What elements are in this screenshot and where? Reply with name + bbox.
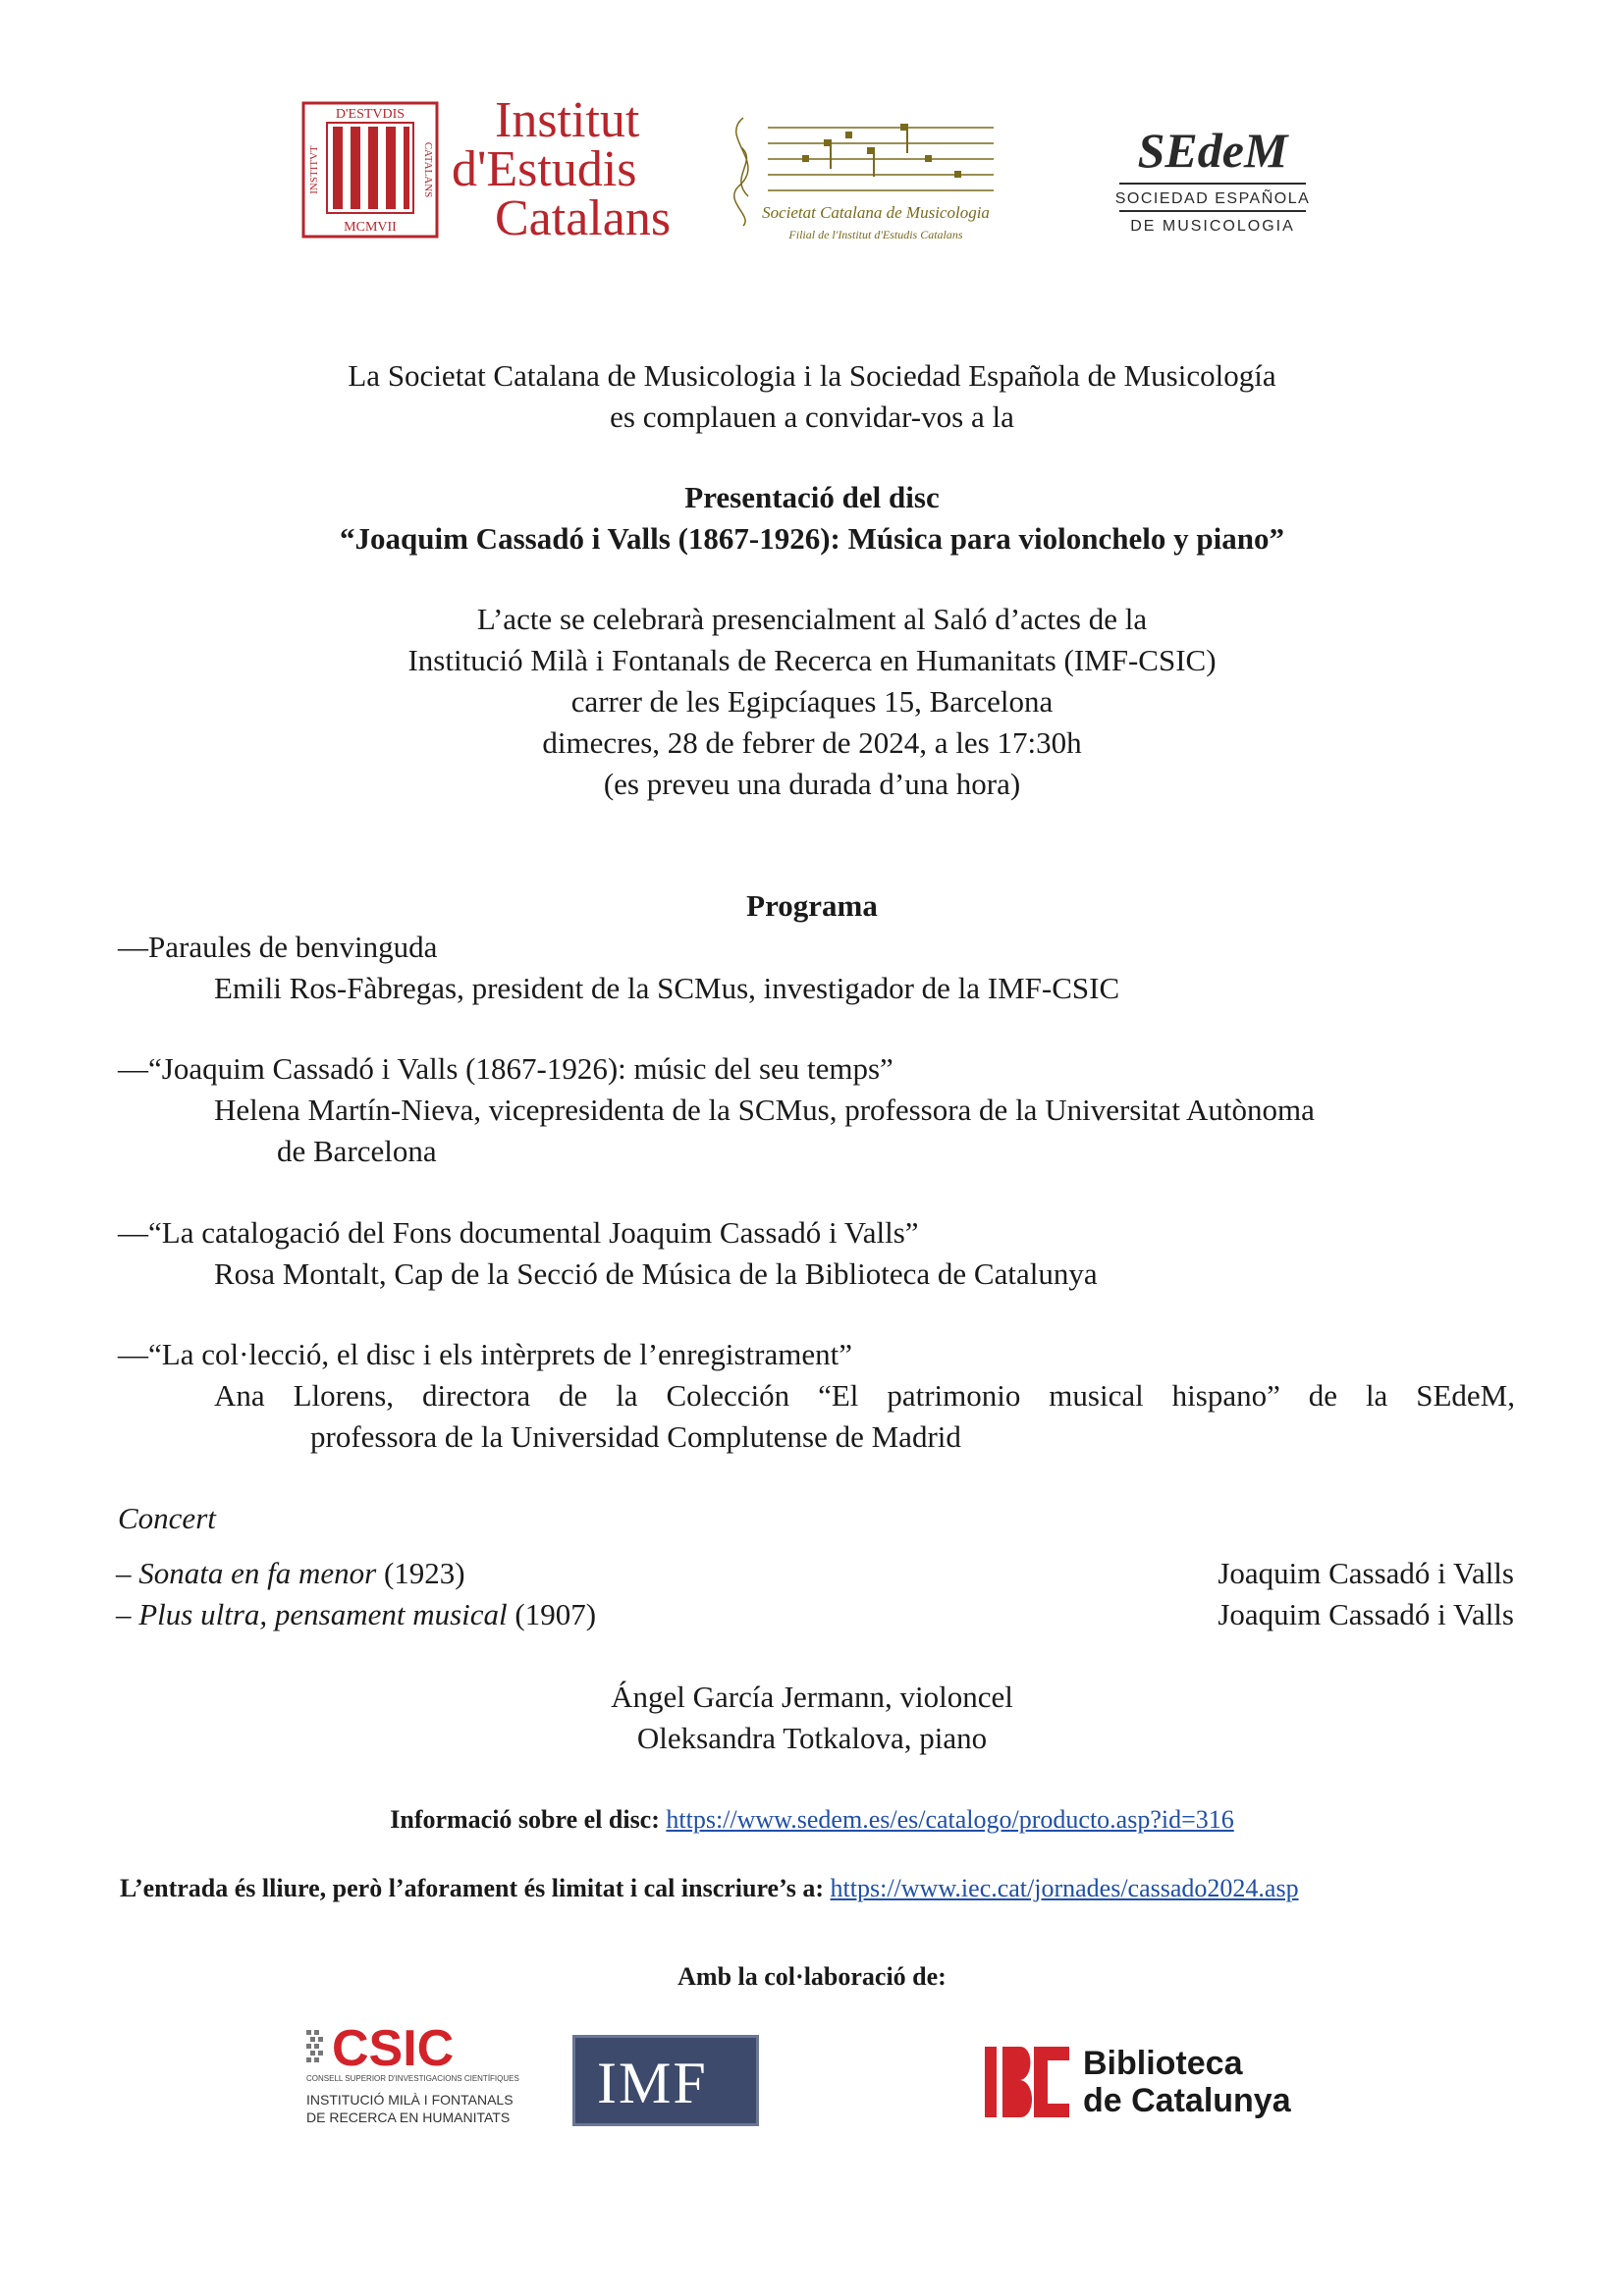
performer-cello: Ángel García Jermann, violoncel — [611, 1680, 1013, 1714]
programa-item-title: —“La catalogació del Fons documental Joaquim Cassadó i Valls” — [118, 1215, 919, 1250]
venue-line5: (es preveu una durada d’una hora) — [603, 767, 1021, 801]
intro-line1: La Societat Catalana de Musicologia i la Sociedad Española de Musicología — [348, 358, 1276, 393]
concert-piece: – Plus ultra, pensament musical (1907) — [116, 1597, 597, 1631]
programa-heading: Programa — [746, 888, 878, 923]
title-line2: “Joaquim Cassadó i Valls (1867-1926): Música para violonchelo y piano” — [340, 521, 1284, 556]
venue-line1: L’acte se celebrarà presencialment al Saló d’actes de la — [476, 602, 1148, 636]
scm-subtitle: Filial de l'Institut d'Estudis Catalans — [788, 228, 963, 241]
collab-label: Amb la col·laboració de: — [677, 1962, 947, 1991]
concert-piece: – Sonata en fa menor (1923) — [116, 1556, 465, 1590]
piece-title: Sonata en fa menor — [138, 1556, 377, 1590]
programa-item-speaker: Rosa Montalt, Cap de la Secció de Música de la Biblioteca de Catalunya — [214, 1256, 1098, 1291]
programa-item-speaker-cont: de Barcelona — [277, 1134, 437, 1168]
programa-item-speaker: Helena Martín-Nieva, vicepresidenta de la SCMus, professora de la Universitat Autònoma — [214, 1093, 1315, 1127]
piece-composer: Joaquim Cassadó i Valls — [1218, 1556, 1514, 1590]
programa-item-title: —“La col·lecció, el disc i els intèrprets de l’enregistrament” — [118, 1337, 852, 1371]
csic-logo — [304, 2022, 550, 2140]
scm-logo — [714, 108, 999, 245]
sedem-mark: SEdeM — [1137, 123, 1288, 178]
bc-icon — [985, 2045, 1073, 2119]
iec-shield-logo — [301, 101, 439, 239]
sedem-line2: DE MUSICOLOGIA — [1130, 218, 1295, 235]
iec-name: Institut d'Estudis Catalans — [452, 92, 672, 246]
performer-piano: Oleksandra Totkalova, piano — [636, 1721, 988, 1755]
venue-line2: Institució Milà i Fontanals de Recerca en Humanitats (IMF-CSIC) — [407, 643, 1217, 677]
piece-year: (1923) — [383, 1556, 465, 1590]
piece-year: (1907) — [514, 1597, 597, 1631]
sedem-logo — [1114, 113, 1311, 240]
iec-shield-bottom: MCMVII — [344, 220, 397, 235]
entry-label: L’entrada és lliure, però l’aforament és limitat i cal inscriure’s a: — [120, 1874, 825, 1902]
imf-mark: IMF — [597, 2051, 708, 2115]
bc-line2: de Catalunya — [1083, 2082, 1291, 2119]
programa-item-title: —“Joaquim Cassadó i Valls (1867-1926): músic del seu temps” — [118, 1051, 893, 1086]
programa-item-speaker: Ana Llorens, directora de la Colección “El patrimonio musical hispano” de la SEdeM, — [214, 1378, 1515, 1413]
programa-item-speaker-cont: professora de la Universidad Complutense de Madrid — [310, 1419, 961, 1454]
disc-info — [0, 1802, 1624, 1838]
bc-line1: Biblioteca — [1083, 2045, 1243, 2082]
scm-name: Societat Catalana de Musicologia — [762, 203, 990, 222]
csic-line3: DE RECERCA EN HUMANITATS — [306, 2109, 511, 2125]
piece-title: Plus ultra, pensament musical — [138, 1597, 508, 1631]
disc-info-link[interactable]: https://www.sedem.es/es/catalogo/producto.asp?id=316 — [666, 1805, 1234, 1834]
biblioteca-catalunya-logo — [985, 2045, 1319, 2123]
entry-info — [120, 1871, 1299, 1906]
venue-line3: carrer de les Egipcíaques 15, Barcelona — [570, 684, 1054, 719]
piece-composer: Joaquim Cassadó i Valls — [1218, 1597, 1514, 1631]
title-line1: Presentació del disc — [684, 480, 940, 514]
intro-line2: es complauen a convidar-vos a la — [610, 400, 1014, 434]
csic-line1: CONSELL SUPERIOR D'INVESTIGACIONS CIENTÍFIQUES — [306, 2074, 519, 2083]
programa-item-speaker: Emili Ros-Fàbregas, president de la SCMus, investigador de la IMF-CSIC — [214, 971, 1120, 1005]
csic-mark: CSIC — [332, 2022, 455, 2077]
csic-line2: INSTITUCIÓ MILÀ I FONTANALS — [306, 2092, 514, 2108]
programa-item-title: —Paraules de benvinguda — [118, 930, 438, 964]
iec-shield-left: INSTITVT — [308, 145, 320, 194]
iec-shield-top: D'ESTVDIS — [335, 107, 406, 122]
disc-info-label: Informació sobre el disc: — [390, 1805, 660, 1834]
venue-line4: dimecres, 28 de febrer de 2024, a les 17:30h — [542, 725, 1082, 760]
concert-heading: Concert — [118, 1501, 216, 1535]
entry-registration-link[interactable]: https://www.iec.cat/jornades/cassado2024.asp — [830, 1874, 1299, 1902]
iec-shield-right: CATALANS — [422, 141, 434, 198]
imf-logo — [572, 2035, 759, 2126]
sedem-line1: SOCIEDAD ESPAÑOLA — [1114, 190, 1311, 207]
